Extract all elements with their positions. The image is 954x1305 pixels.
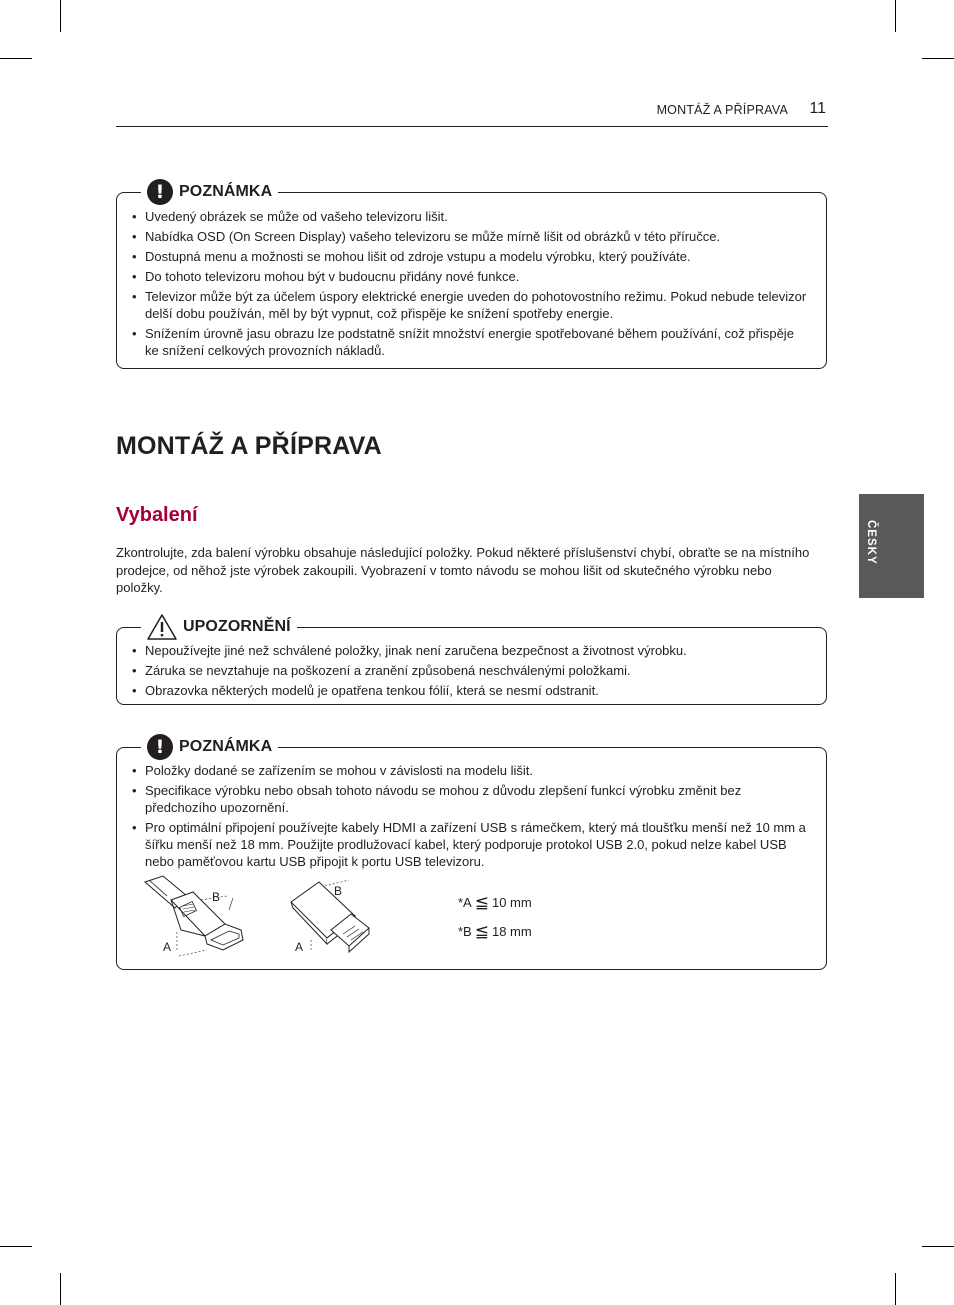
list-item: • Položky dodané se zařízením se mohou v závislosti na modelu lišit. — [121, 762, 816, 779]
caution-label: UPOZORNĚNÍ — [183, 618, 291, 635]
list-item: • Nepoužívejte jiné než schválené položky, jinak není zaručena bezpečnost a životnost výrobku. — [121, 642, 808, 659]
language-tab-label: ČESKY — [865, 520, 877, 565]
exclamation-icon: ! — [147, 734, 173, 760]
note-box — [116, 736, 827, 970]
note-list — [121, 762, 816, 873]
note-list — [121, 208, 808, 362]
crop-mark — [0, 1246, 32, 1247]
note-label: POZNÁMKA — [179, 738, 273, 755]
list-item: • Dostupná menu a možnosti se mohou lišit od zdroje vstupu a modelu výrobku, který používáte. — [121, 248, 808, 265]
note-box — [116, 181, 827, 369]
list-item: • Pro optimální připojení používejte kabely HDMI a zařízení USB s rámečkem, který má tloušťku menší než 10 mm a šířku menší než 18 mm. Použijte prodlužovací kabel, který podporuje protokol USB 2.0, pokud nelze kabel USB nebo paměťovou kartu USB připojit k portu USB televizoru. — [121, 819, 816, 870]
note-label: POZNÁMKA — [179, 183, 273, 200]
language-tab — [859, 494, 924, 598]
spec-b-value: 18 mm — [491, 924, 532, 939]
spec-a-symbol: ≦ — [474, 893, 489, 912]
caution-list — [121, 642, 808, 702]
list-item: • Snížením úrovně jasu obrazu lze podstatně snížit množství energie spotřebované během používání, což přispěje ke snížení celkových provozních nákladů. — [121, 325, 808, 359]
spec-a-prefix: *A — [458, 895, 472, 910]
list-item: • Záruka se nevztahuje na poškození a zranění způsobená neschválenými položkami. — [121, 662, 808, 679]
list-item: • Obrazovka některých modelů je opatřena tenkou fólií, která se nesmí odstranit. — [121, 682, 808, 699]
crop-mark — [895, 1273, 896, 1305]
caution-box — [116, 618, 827, 705]
spec-a-value: 10 mm — [491, 895, 532, 910]
crop-mark — [895, 0, 896, 32]
hdmi-cable-illustration — [141, 874, 251, 960]
spec-b — [458, 922, 532, 942]
note-box-header — [141, 731, 278, 763]
crop-mark — [922, 58, 954, 59]
list-item: • Televizor může být za účelem úspory elektrické energie uveden do pohotovostního režimu. Pokud nebude televizor delší dobu používán, měl by být vypnut, což přispěje ke snížení spotřeby energie. — [121, 288, 808, 322]
intro-paragraph: Zkontrolujte, zda balení výrobku obsahuje následující položky. Pokud některé příslušenství chybí, obraťte se na místního prodejce, od něhož jste výrobek zakoupili. Vyobrazení v tomto návodu se mohou lišit od skutečného výrobku nebo položky. — [116, 545, 810, 595]
spec-a — [458, 893, 532, 913]
running-header — [116, 102, 828, 127]
list-item: • Do tohoto televizoru mohou být v budoucnu přidány nové funkce. — [121, 268, 808, 285]
caution-box-header — [141, 611, 297, 643]
section-title: Vybalení — [116, 504, 198, 526]
note-box-header — [141, 176, 278, 208]
spec-b-symbol: ≦ — [474, 922, 489, 941]
crop-mark — [60, 1273, 61, 1305]
page-number: 11 — [809, 100, 826, 117]
exclamation-icon: ! — [147, 179, 173, 205]
crop-mark — [60, 0, 61, 32]
list-item: • Uvedený obrázek se může od vašeho televizoru lišit. — [121, 208, 808, 225]
list-item: • Nabídka OSD (On Screen Display) vašeho televizoru se může mírně lišit od obrázků v této příručce. — [121, 228, 808, 245]
hdmi-label-b: B — [212, 890, 221, 904]
page-title: MONTÁŽ A PŘÍPRAVA — [116, 432, 382, 460]
spec-b-prefix: *B — [458, 924, 472, 939]
usb-label-a: A — [295, 940, 304, 954]
crop-mark — [0, 58, 32, 59]
hdmi-label-a: A — [163, 940, 172, 954]
warning-triangle-icon — [147, 614, 177, 640]
list-item: • Specifikace výrobku nebo obsah tohoto návodu se mohou z důvodu zlepšení funkcí výrobku změnit bez předchozího upozornění. — [121, 782, 816, 816]
usb-label-b: B — [334, 884, 343, 898]
running-title: MONTÁŽ A PŘÍPRAVA — [656, 103, 788, 117]
crop-mark — [922, 1246, 954, 1247]
